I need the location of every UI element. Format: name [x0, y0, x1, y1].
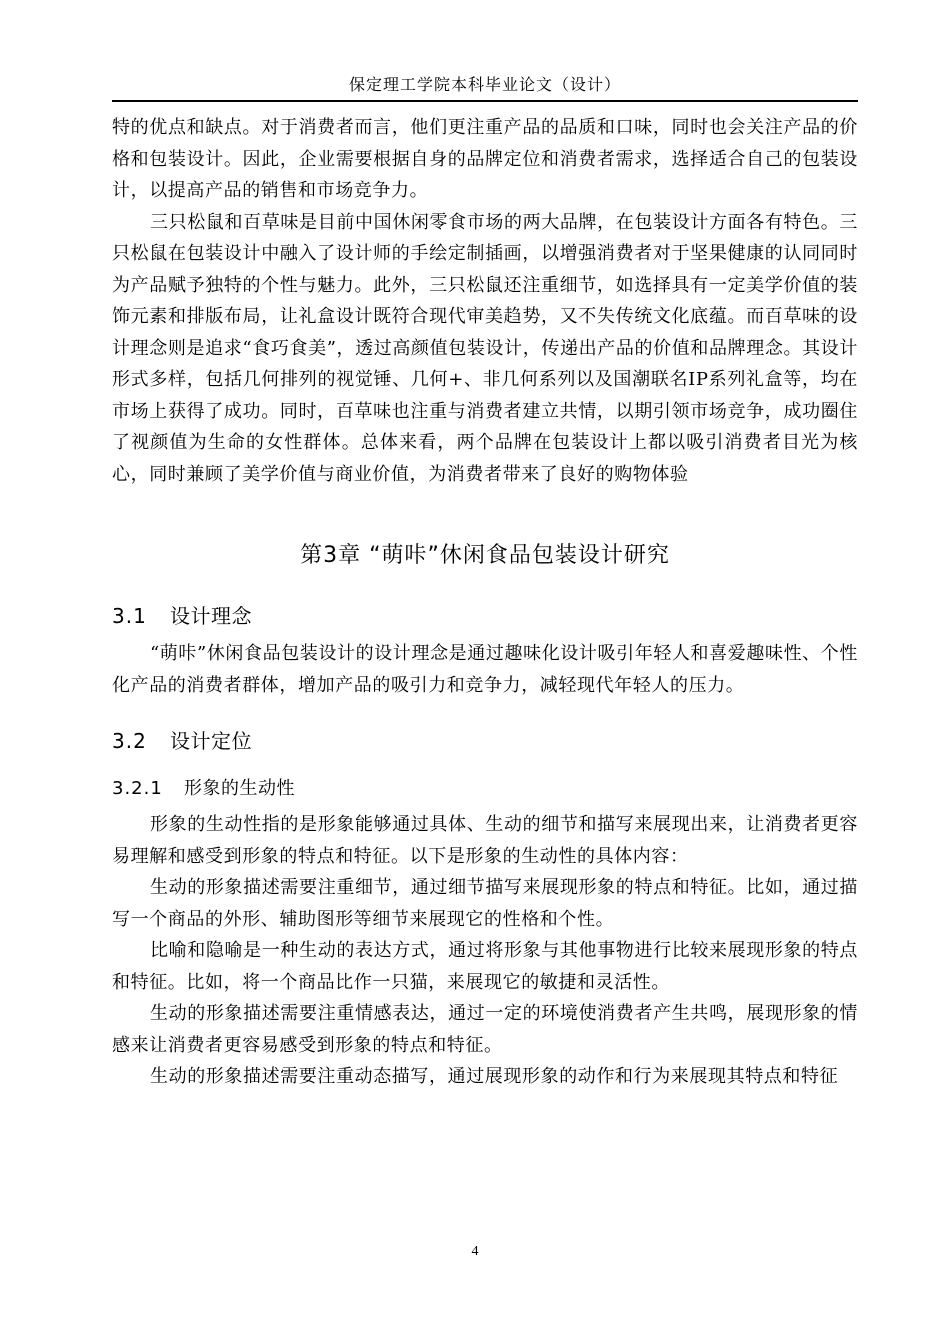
page-number: 4 — [471, 1244, 479, 1259]
section-heading — [112, 721, 858, 761]
subsection-number: 3.2.1 — [112, 778, 163, 799]
section-title: 设计理念 — [170, 604, 252, 628]
body-paragraph: “萌咔”休闲食品包装设计的设计理念是通过趣味化设计吸引年轻人和喜爱趣味性、个性化产品的消费者群体，增加产品的吸引力和竞争力，减轻现代年轻人的压力。 — [112, 643, 858, 696]
body-paragraph: 形象的生动性指的是形象能够通过具体、生动的细节和描写来展现出来，让消费者更容易理解和感受到形象的特点和特征。以下是形象的生动性的具体内容： — [112, 814, 858, 867]
body-paragraph: 生动的形象描述需要注重动态描写，通过展现形象的动作和行为来展现其特点和特征 — [150, 1066, 839, 1087]
running-header: 保定理工学院本科毕业论文（设计） — [348, 75, 621, 94]
header-rule — [112, 100, 858, 102]
subsection-heading — [112, 771, 858, 807]
page-content — [112, 112, 858, 1093]
body-paragraph: 生动的形象描述需要注重情感表达，通过一定的环境使消费者产生共鸣，展现形象的情感来让消费者更容易感受到形象的特点和特征。 — [112, 1003, 858, 1056]
body-paragraph: 三只松鼠和百草味是目前中国休闲零食市场的两大品牌，在包装设计方面各有特色。三只松鼠在包装设计中融入了设计师的手绘定制插画，以增强消费者对于坚果健康的认同同时为产品赋予独特的个性与魅力。此外，三只松鼠还注重细节，如选择具有一定美学价值的装饰元素和排版布局，让礼盒设计既符合现代审美趋势，又不失传统文化底蕴。而百草味的设计理念则是追求“食巧食美”，透过高颜值包装设计，传递出产品的价值和品牌理念。其设计形式多样，包括几何排列的视觉锤、几何+、非几何系列以及国潮联名IP系列礼盒等，均在市场上获得了成功。同时，百草味也注重与消费者建立共情，以期引领市场竞争，成功圈住了视颜值为生命的女性群体。总体来看，两个品牌在包装设计上都以吸引消费者目光为核心，同时兼顾了美学价值与商业价值，为消费者带来了良好的购物体验 — [112, 211, 858, 485]
chapter-heading: 第3章 “萌咔”休闲食品包装设计研究 — [300, 543, 670, 568]
subsection-title: 形象的生动性 — [184, 778, 295, 799]
section-number: 3.1 — [112, 604, 147, 628]
section-heading — [112, 596, 858, 636]
body-paragraph: 比喻和隐喻是一种生动的表达方式，通过将形象与其他事物进行比较来展现形象的特点和特征。比如，将一个商品比作一只猫，来展现它的敏捷和灵活性。 — [112, 940, 858, 993]
body-paragraph: 生动的形象描述需要注重细节，通过细节描写来展现形象的特点和特征。比如，通过描写一个商品的外形、辅助图形等细节来展现它的性格和个性。 — [112, 877, 858, 930]
body-paragraph: 特的优点和缺点。对于消费者而言，他们更注重产品的品质和口味，同时也会关注产品的价格和包装设计。因此，企业需要根据自身的品牌定位和消费者需求，选择适合自己的包装设计，以提高产品的销售和市场竞争力。 — [112, 117, 858, 201]
section-number: 3.2 — [112, 729, 147, 753]
section-title: 设计定位 — [170, 729, 252, 753]
